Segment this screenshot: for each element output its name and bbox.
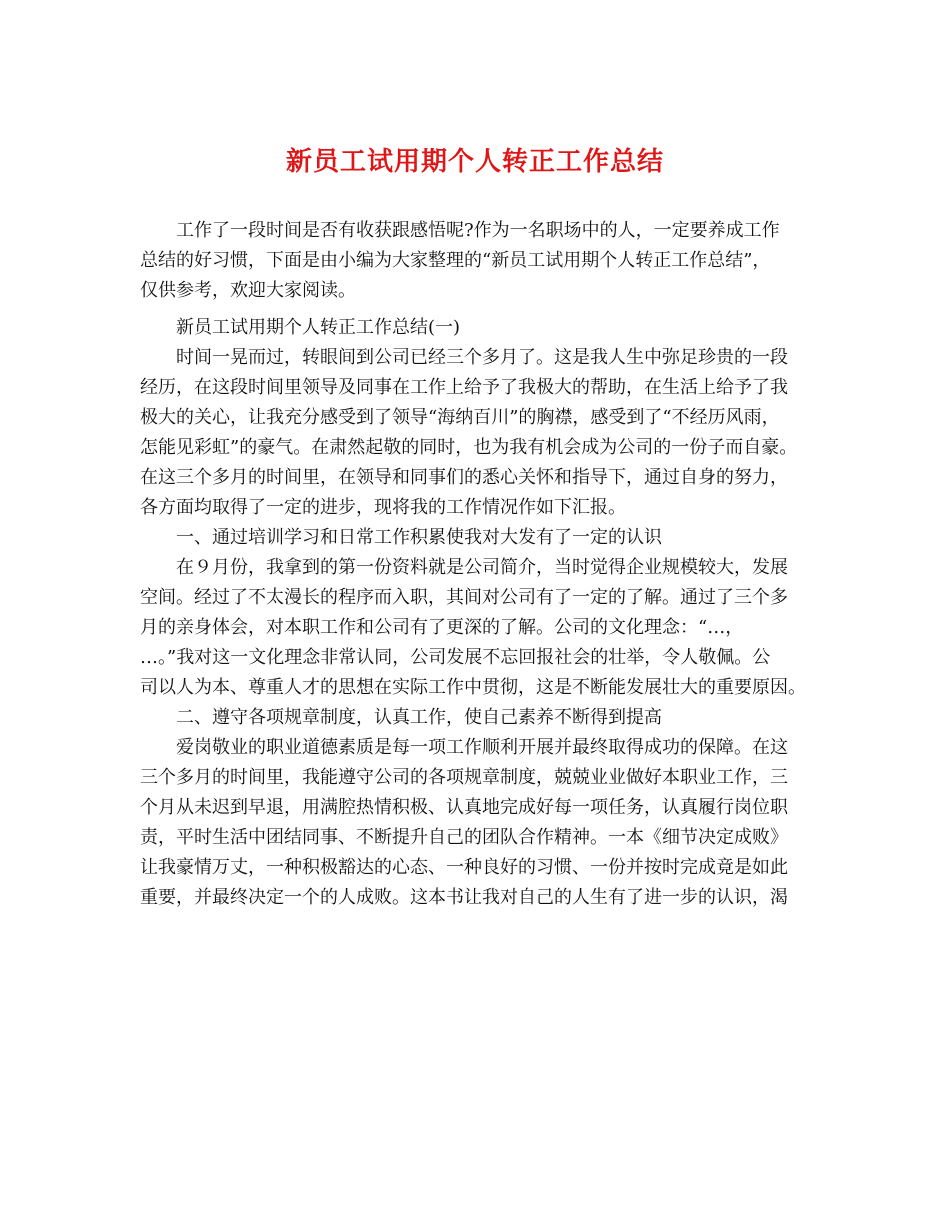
text-line: 个月从未迟到早退，用满腔热情积极、认真地完成好每一项任务，认真履行岗位职: [140, 797, 788, 818]
section-heading: 二、遵守各项规章制度，认真工作，使自己素养不断得到提高: [176, 707, 662, 728]
text-line: 责，平时生活中团结同事、不断提升自己的团队合作精神。一本《细节决定成败》: [140, 827, 788, 848]
document-body: [140, 216, 830, 913]
text-line: 三个多月的时间里，我能遵守公司的各项规章制度，兢兢业业做好本职业工作，三: [140, 767, 788, 788]
text-line: 月的亲身体会，对本职工作和公司有了更深的了解。公司的文化理念：“…，: [140, 617, 744, 638]
text-line: 时间一晃而过，转眼间到公司已经三个多月了。这是我人生中弥足珍贵的一段: [176, 347, 788, 368]
text-line: 怎能见彩虹”的豪气。在肃然起敬的同时，也为我有机会成为公司的一份子而自豪。: [140, 437, 798, 458]
text-line: 重要，并最终决定一个的人成败。这本书让我对自己的人生有了进一步的认识，渴: [140, 887, 788, 908]
section-heading: 一、通过培训学习和日常工作积累使我对大发有了一定的认识: [176, 527, 662, 548]
text-line: 仅供参考，欢迎大家阅读。: [140, 280, 356, 301]
text-line: 在９月份，我拿到的第一份资料就是公司简介，当时觉得企业规模较大，发展: [176, 557, 788, 578]
section-heading: 新员工试用期个人转正工作总结(一): [176, 317, 461, 338]
text-line: 极大的关心，让我充分感受到了领导“海纳百川”的胸襟，感受到了“不经历风雨，: [140, 407, 780, 428]
text-line: 工作了一段时间是否有收获跟感悟呢?作为一名职场中的人，一定要养成工作: [176, 220, 780, 241]
text-line: 让我豪情万丈，一种积极豁达的心态、一种良好的习惯、一份并按时完成竟是如此: [140, 857, 788, 878]
document-title: 新员工试用期个人转正工作总结: [285, 147, 664, 177]
text-line: 司以人为本、尊重人才的思想在实际工作中贯彻，这是不断能发展壮大的重要原因。: [140, 677, 806, 698]
text-line: 爱岗敬业的职业道德素质是每一项工作顺利开展并最终取得成功的保障。在这: [176, 737, 788, 758]
text-line: 空间。经过了不太漫长的程序而入职，其间对公司有了一定的了解。通过了三个多: [140, 587, 788, 608]
text-line: …。”我对这一文化理念非常认同，公司发展不忘回报社会的壮举，令人敬佩。公: [140, 647, 771, 668]
text-line: 经历，在这段时间里领导及同事在工作上给予了我极大的帮助，在生活上给予了我: [140, 377, 788, 398]
text-line: 总结的好习惯，下面是由小编为大家整理的“新员工试用期个人转正工作总结”，: [140, 250, 771, 271]
text-line: 在这三个多月的时间里，在领导和同事们的悉心关怀和指导下，通过自身的努力，: [140, 467, 788, 488]
text-line: 各方面均取得了一定的进步，现将我的工作情况作如下汇报。: [140, 497, 626, 518]
